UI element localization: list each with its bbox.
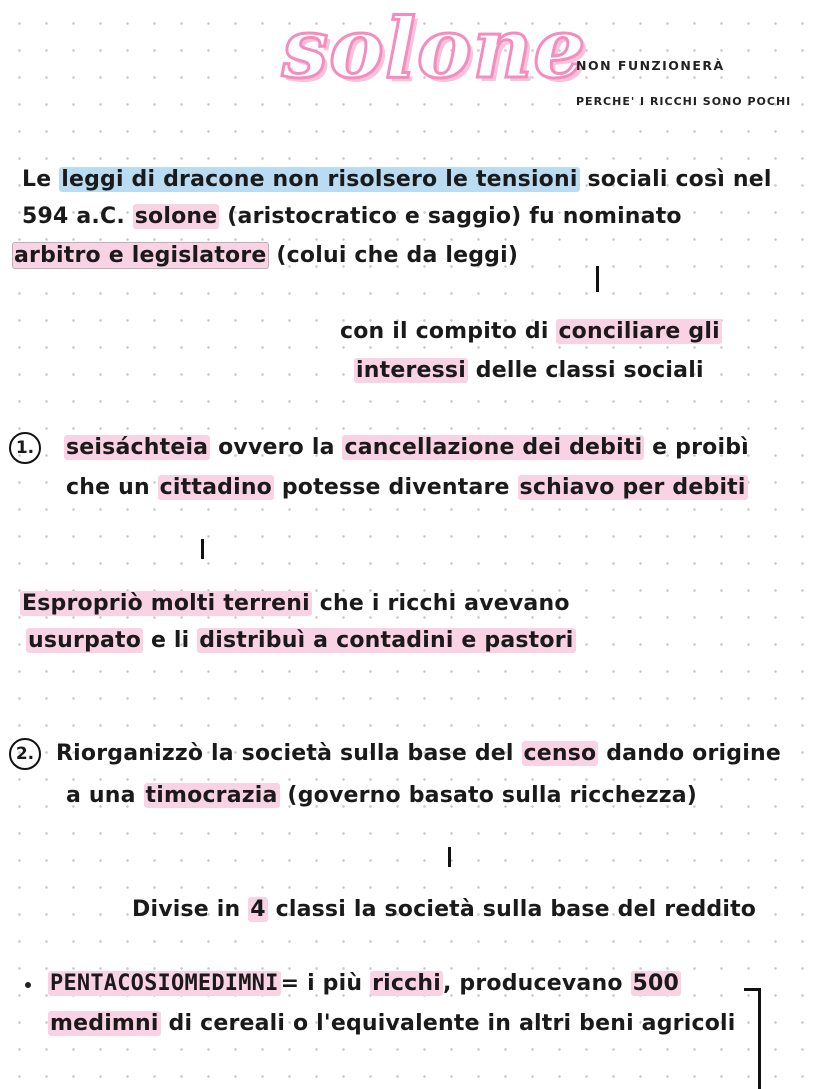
text: che un [66, 475, 158, 500]
text: ovvero la [210, 435, 343, 460]
text: = i più [280, 971, 371, 996]
text: , producevano [442, 971, 631, 996]
point2-line-2 [66, 782, 697, 810]
highlight-pink: censo [523, 741, 597, 766]
text: (governo basato sulla ricchezza) [279, 783, 698, 808]
expropriation-line-2 [26, 627, 576, 655]
highlight-pink: 4 [250, 897, 266, 922]
side-note-line-2: PERCHE' I RICCHI SONO POCHI [576, 95, 792, 108]
highlight-pink: medimni [50, 1011, 159, 1036]
highlight-pink: seisáchteia [66, 435, 209, 460]
intro-line-1 [22, 166, 772, 194]
text: (aristocratico e saggio) fu nominato [219, 204, 682, 229]
connector-bar [448, 847, 451, 867]
task-line-2 [354, 357, 704, 385]
highlight-pink: cancellazione dei debiti [344, 435, 643, 460]
highlight-pink: Espropriò molti terreni [22, 591, 310, 616]
connector-bar [201, 539, 204, 559]
highlight-pink: PENTACOSIOMEDIMNI [50, 971, 279, 996]
text: dando origine [598, 741, 781, 766]
text: che i ricchi avevano [311, 591, 570, 616]
text: delle classi sociali [467, 358, 704, 383]
text: e proibì [644, 435, 749, 460]
pentacosio-line-2 [48, 1010, 736, 1038]
expropriation-line-1 [20, 590, 570, 618]
text: potesse diventare [274, 475, 518, 500]
highlight-pink: conciliare gli [558, 319, 720, 344]
text: e li [143, 628, 198, 653]
bracket [744, 988, 761, 1089]
connector-bar [596, 266, 599, 292]
text: Riorganizzò la società sulla base del [56, 741, 522, 766]
text: Le [22, 167, 60, 192]
intro-line-2 [22, 203, 682, 231]
number-badge-1: 1. [9, 432, 41, 464]
text: classi la società sulla base del reddito [267, 897, 757, 922]
text: (colui che da leggi) [268, 243, 519, 268]
highlight-pink: cittadino [159, 475, 272, 500]
highlight-pink: usurpato [28, 628, 142, 653]
highlight-pink: distribuì a contadini e pastori [199, 628, 574, 653]
highlight-pink: 500 [632, 971, 680, 996]
text: 594 a.C. [22, 204, 133, 229]
point1-line-2 [66, 474, 748, 502]
highlight-pink: solone [134, 204, 218, 229]
text: sociali così nel [579, 167, 772, 192]
page-title: solone [282, 1, 587, 97]
number-badge-2: 2. [9, 738, 41, 770]
highlight-blue: leggi di dracone non risolsero le tensioni [61, 167, 578, 192]
boxed-highlight-pink: arbitro e legislatore [14, 243, 267, 268]
side-note-line-1: NON FUNZIONERÀ [576, 58, 725, 73]
classes-line [132, 896, 756, 924]
pentacosio-line-1 [48, 970, 681, 998]
task-line-1 [340, 318, 722, 346]
highlight-pink: schiavo per debiti [519, 475, 746, 500]
intro-line-3 [12, 242, 518, 270]
text: di cereali o l'equivalente in altri beni agricoli [160, 1011, 736, 1036]
highlight-pink: timocrazia [145, 783, 278, 808]
text: a una [66, 783, 144, 808]
bullet [25, 982, 31, 988]
text: Divise in [132, 897, 249, 922]
highlight-pink: interessi [356, 358, 466, 383]
point1-line-1 [64, 434, 749, 462]
highlight-pink: ricchi [372, 971, 441, 996]
text: con il compito di [340, 319, 557, 344]
point2-line-1 [56, 740, 781, 768]
